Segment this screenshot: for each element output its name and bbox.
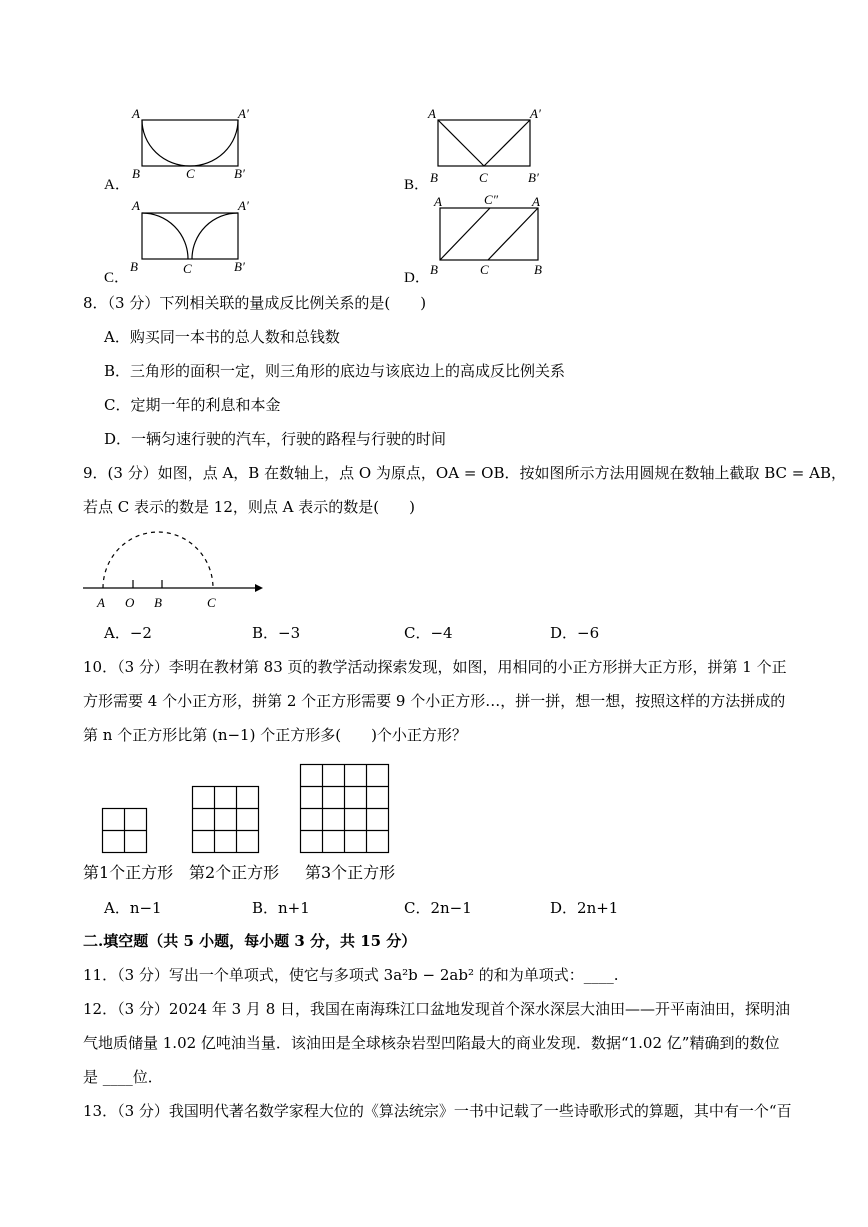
q9-stem-line2: 若点 C 表示的数是 12，则点 A 表示的数是( ): [83, 498, 415, 516]
q10-square-1: [102, 808, 148, 854]
q10-option-a: A．n−1: [104, 899, 162, 917]
q10-option-c: C．2n−1: [404, 899, 472, 917]
q7b-label-a: A: [428, 106, 436, 121]
q9-option-b: B．−3: [252, 624, 301, 642]
q7d-label-a-left: A: [434, 194, 442, 209]
q7d-label-b-left: B: [430, 262, 438, 277]
q13-line1: 13．（3 分）我国明代著名数学家程大位的《算法统宗》一书中记载了一些诗歌形式的算题，其中有一个“百: [83, 1102, 792, 1120]
q9-axis-label-o: O: [125, 595, 135, 610]
q12-line1: 12．（3 分）2024 年 3 月 8 日，我国在南海珠江口盆地发现首个深水深层大油田——开平南油田，探明油: [83, 1000, 791, 1018]
q8-stem: 8．（3 分）下列相关联的量成反比例关系的是( ): [83, 294, 427, 312]
q10-stem-line1: 10．（3 分）李明在教材第 83 页的教学活动探索发现，如图，用相同的小正方形拼大正方形，拼第 1 个正: [83, 658, 787, 676]
q8-option-c: C．定期一年的利息和本金: [104, 396, 281, 414]
q8-option-b: B．三角形的面积一定，则三角形的底边与该底边上的高成反比例关系: [104, 362, 566, 380]
q7b-label-c: C: [479, 170, 488, 185]
q7-figure-a: [130, 104, 260, 184]
q7-option-d-label: D．: [404, 270, 430, 286]
q7-figure-c: [130, 196, 260, 276]
q7a-label-b-prime: B′: [234, 166, 245, 181]
q10-option-b: B．n+1: [252, 899, 310, 917]
q10-stem-line2: 方形需要 4 个小正方形，拼第 2 个正方形需要 9 个小正方形…，拼一拼，想一想，按照这样的方法拼成的: [83, 692, 786, 710]
q7-figure-b: [428, 104, 558, 184]
q9-option-a: A．−2: [104, 624, 152, 642]
q11-text: 11．（3 分）写出一个单项式，使它与多项式 3a²b − 2ab² 的和为单项式：____.: [83, 966, 619, 984]
q9-number-line-figure: [83, 528, 273, 612]
q7c-label-c: C: [183, 261, 192, 276]
q7c-label-b: B: [130, 259, 138, 274]
q7d-label-a-right: A: [532, 194, 540, 209]
q7b-label-b: B: [430, 170, 438, 185]
q10-caption-3: 第3个正方形: [305, 863, 396, 882]
q7c-label-a-prime: A′: [238, 198, 249, 213]
q9-axis-label-b: B: [154, 595, 162, 610]
q7b-label-a-prime: A′: [530, 106, 541, 121]
q9-option-c: C．−4: [404, 624, 453, 642]
q7a-label-b: B: [132, 166, 140, 181]
q7d-label-b-right: B: [534, 262, 542, 277]
q7b-label-b-prime: B′: [528, 170, 539, 185]
q10-square-3: [300, 764, 390, 854]
q10-option-d: D．2n+1: [550, 899, 619, 917]
q7-option-c-label: C．: [104, 270, 130, 286]
section-2-heading: 二.填空题（共 5 小题，每小题 3 分，共 15 分）: [83, 932, 417, 950]
q9-stem-line1: 9．(3 分）如图，点 A，B 在数轴上，点 O 为原点，OA = OB．按如图所示方法用圆规在数轴上截取 BC = AB，: [83, 464, 846, 482]
q12-line3: 是 ____位．: [83, 1068, 163, 1086]
q9-axis-label-a: A: [97, 595, 105, 610]
q9-option-d: D．−6: [550, 624, 600, 642]
q7d-label-c-double-prime: C″: [484, 192, 499, 207]
q7a-label-a-prime: A′: [238, 106, 249, 121]
q10-square-2: [192, 786, 260, 854]
q7a-label-c: C: [186, 166, 195, 181]
q8-option-d: D．一辆匀速行驶的汽车，行驶的路程与行驶的时间: [104, 430, 447, 448]
q8-option-a: A．购买同一本书的总人数和总钱数: [104, 328, 340, 346]
q7-option-a-label: A．: [104, 177, 130, 193]
q7d-label-c: C: [480, 262, 489, 277]
q7a-label-a: A: [132, 106, 140, 121]
q12-line2: 气地质储量 1.02 亿吨油当量．该油田是全球核杂岩型凹陷最大的商业发现．数据“1.02 亿”精确到的数位: [83, 1034, 780, 1052]
q9-axis-label-c: C: [207, 595, 216, 610]
q7-option-b-label: B．: [404, 177, 430, 193]
q10-stem-line3: 第 n 个正方形比第 (n−1) 个正方形多( )个小正方形？: [83, 726, 467, 744]
q7-figure-d: [428, 192, 558, 277]
q7c-label-a: A: [132, 198, 140, 213]
q10-caption-2: 第2个正方形: [189, 863, 280, 882]
q10-caption-1: 第1个正方形: [83, 863, 174, 882]
q7c-label-b-prime: B′: [234, 259, 245, 274]
